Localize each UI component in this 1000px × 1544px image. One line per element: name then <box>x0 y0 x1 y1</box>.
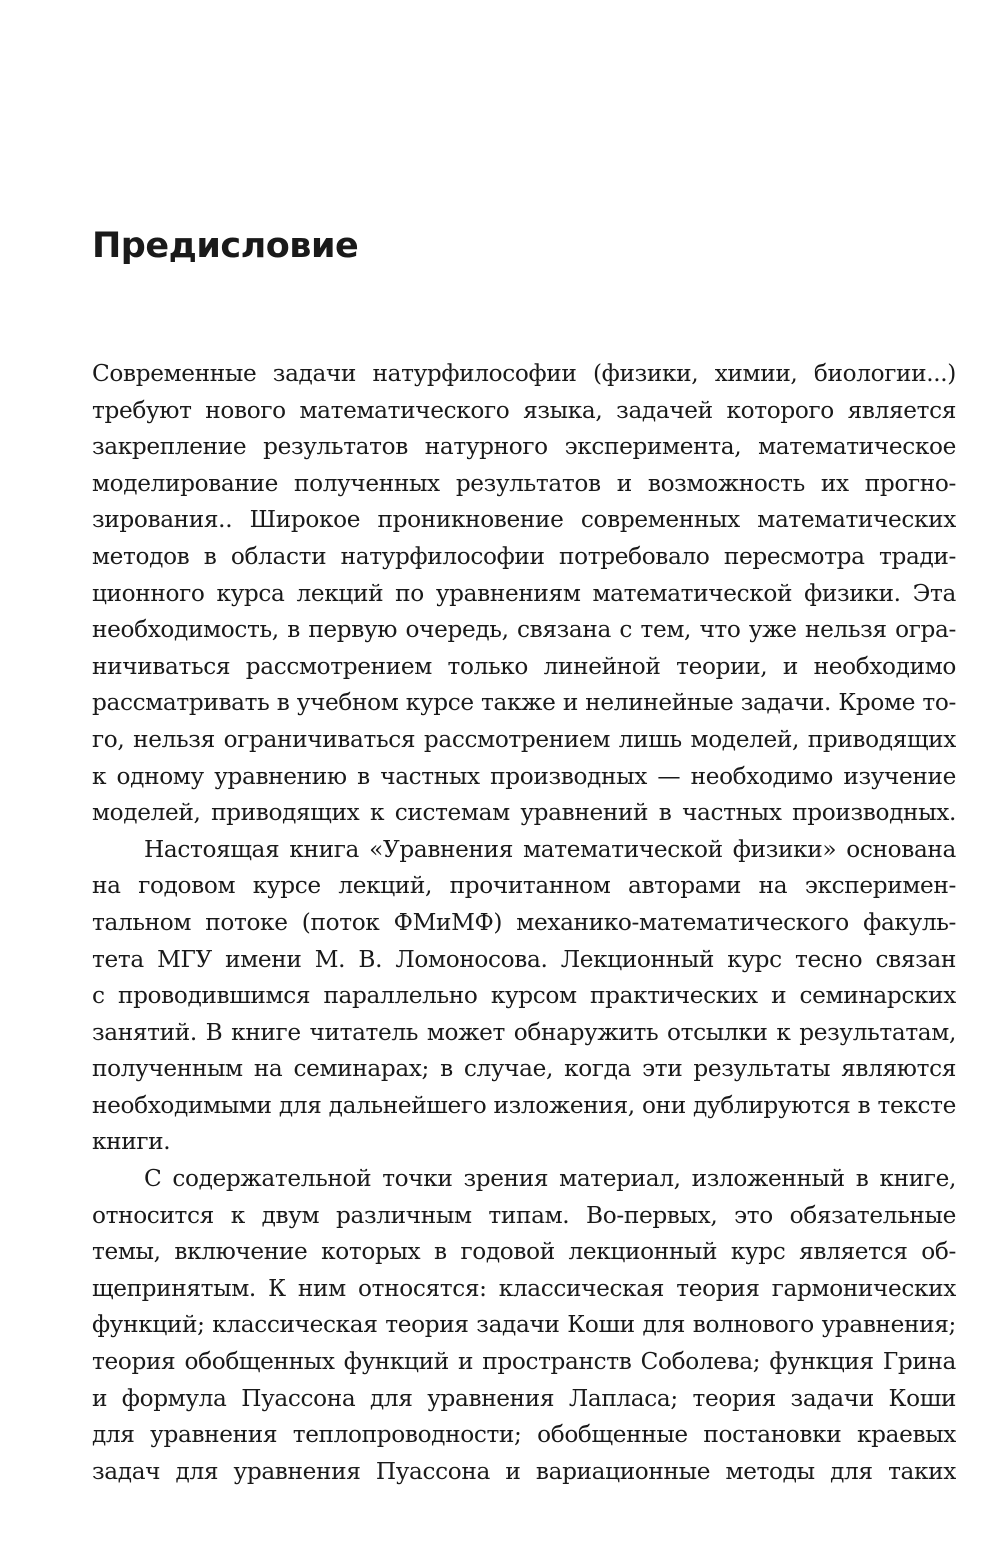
text-line: к одному уравнению в частных производных — необходимо изучение <box>92 762 956 790</box>
text-line: рассматривать в учебном курсе также и нелинейные задачи. Кроме то- <box>92 689 956 717</box>
text-line: тета МГУ имени М. В. Ломоносова. Лекционный курс тесно связан <box>92 945 956 973</box>
text-line: тальном потоке (поток ФМиМФ) механико-математического факуль- <box>92 908 956 936</box>
text-line: щепринятым. К ним относятся: классическая теория гармонических <box>92 1274 956 1302</box>
chapter-title: Предисловие <box>92 226 359 266</box>
text-line: теория обобщенных функций и пространств Соболева; функция Грина <box>92 1348 956 1376</box>
text-line: ничиваться рассмотрением только линейной теории, и необходимо <box>92 652 956 680</box>
text-line: го, нельзя ограничиваться рассмотрением лишь моделей, приводящих <box>92 725 956 753</box>
text-line: моделей, приводящих к системам уравнений в частных производных. <box>92 799 956 827</box>
text-line: и формула Пуассона для уравнения Лапласа; теория задачи Коши <box>92 1384 956 1412</box>
text-line: на годовом курсе лекций, прочитанном авторами на эксперимен- <box>92 872 956 900</box>
text-line: требуют нового математического языка, задачей которого является <box>92 396 956 424</box>
text-line: необходимыми для дальнейшего изложения, они дублируются в тексте <box>92 1091 956 1119</box>
paragraph-1 <box>92 356 956 832</box>
text-line: методов в области натурфилософии потребовало пересмотра тради- <box>92 542 956 570</box>
text-line: зирования.. Широкое проникновение современных математических <box>92 506 956 534</box>
text-line: книги. <box>92 1128 171 1156</box>
text-line: относится к двум различным типам. Во-первых, это обязательные <box>92 1201 956 1229</box>
text-line: функций; классическая теория задачи Коши для волнового уравнения; <box>92 1311 956 1339</box>
text-line: ционного курса лекций по уравнениям математической физики. Эта <box>92 579 956 607</box>
text-line: темы, включение которых в годовой лекционный курс является об- <box>92 1238 956 1266</box>
text-line: полученным на семинарах; в случае, когда эти результаты являются <box>92 1055 956 1083</box>
text-line: с проводившимся параллельно курсом практических и семинарских <box>92 982 956 1010</box>
text-line: занятий. В книге читатель может обнаружить отсылки к результатам, <box>92 1018 956 1046</box>
text-line: необходимость, в первую очередь, связана с тем, что уже нельзя огра- <box>92 616 956 644</box>
text-line: моделирование полученных результатов и возможность их прогно- <box>92 469 956 497</box>
text-line: для уравнения теплопроводности; обобщенные постановки краевых <box>92 1421 956 1449</box>
text-line: С содержательной точки зрения материал, изложенный в книге, <box>144 1165 956 1193</box>
paragraph-2 <box>92 832 956 1161</box>
text-line: закрепление результатов натурного эксперимента, математическое <box>92 433 956 461</box>
text-line: Настоящая книга «Уравнения математической физики» основана <box>144 835 956 863</box>
paragraph-3 <box>92 1161 956 1490</box>
body-text <box>92 356 956 1490</box>
text-line: Современные задачи натурфилософии (физики, химии, биологии...) <box>92 360 956 387</box>
text-line: задач для уравнения Пуассона и вариационные методы для таких <box>92 1457 956 1485</box>
